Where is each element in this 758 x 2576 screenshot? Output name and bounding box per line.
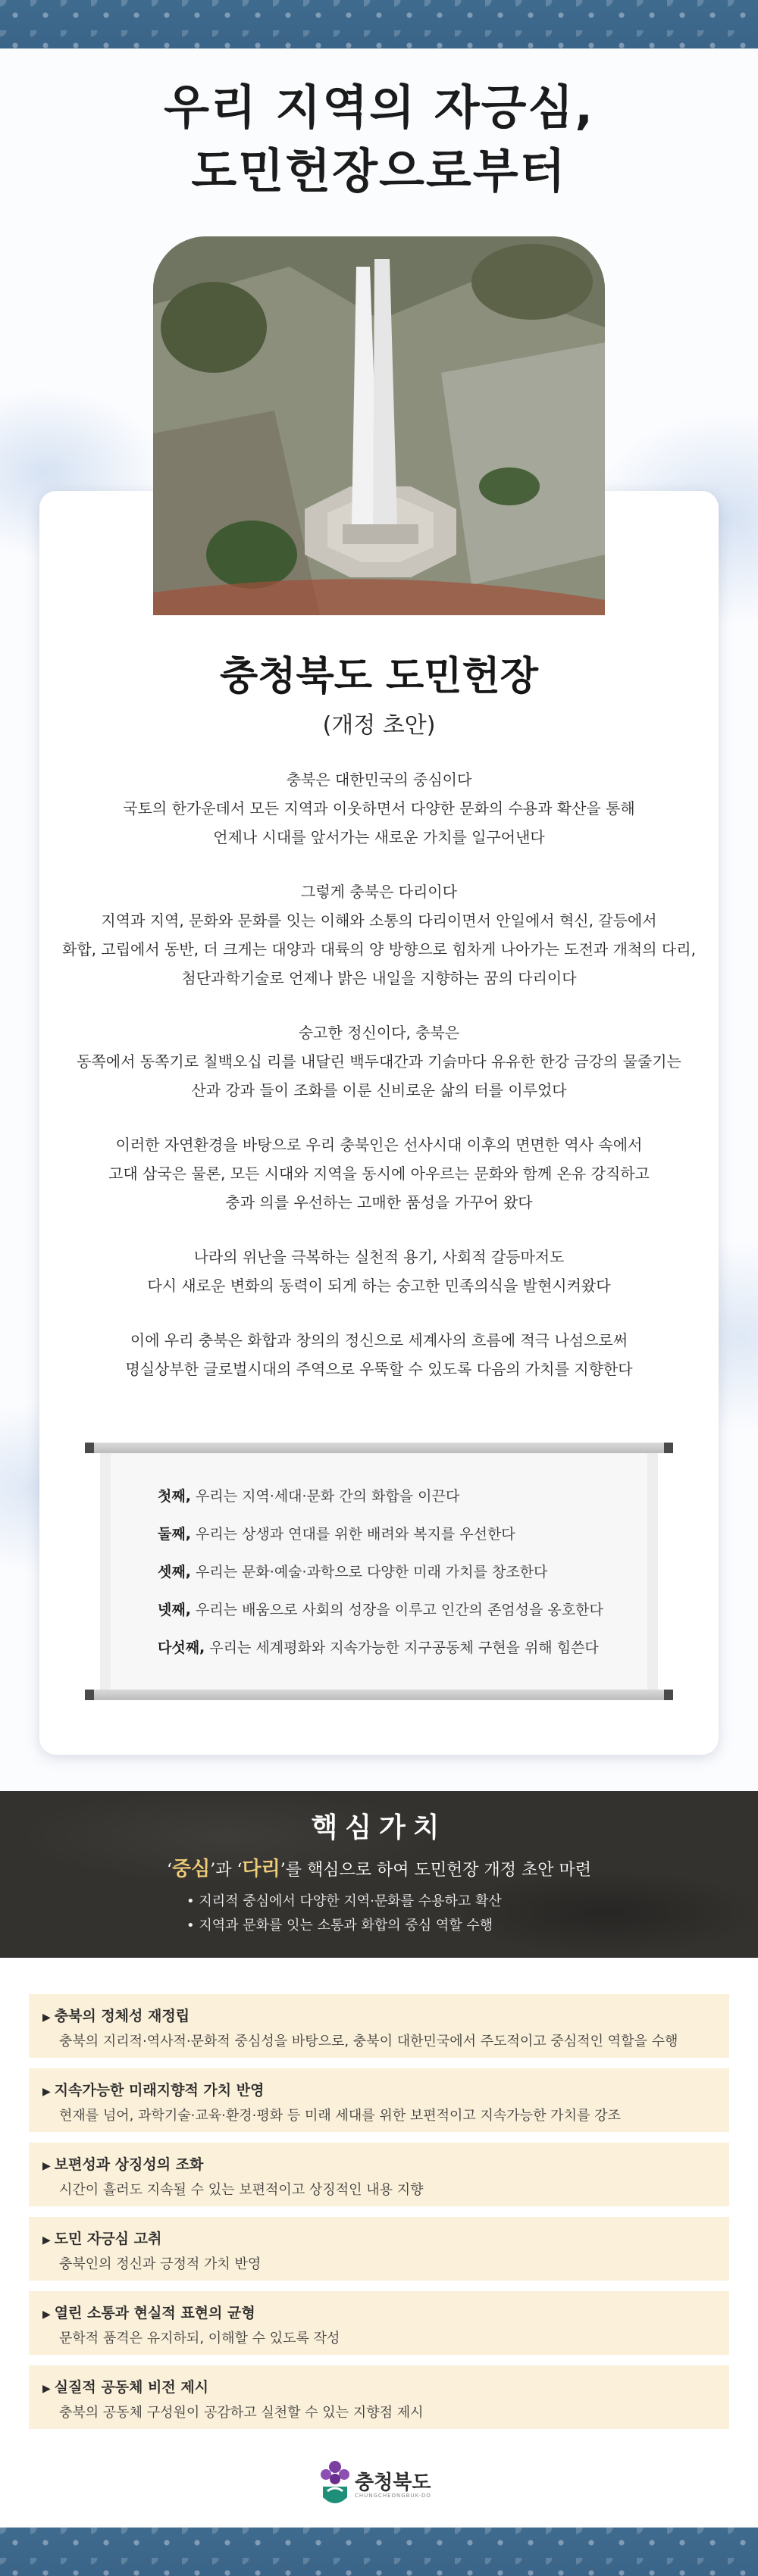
value-text: 우리는 상생과 연대를 위한 배려와 복지를 우선한다 [190, 1526, 515, 1543]
charter-subtitle: (개정 초안) [322, 712, 436, 739]
preamble-paragraph [53, 877, 705, 993]
preamble-line: 충북은 대한민국의 중심이다 [286, 771, 472, 789]
preamble-line: 동쪽에서 동쪽기로 칠백오십 리를 내달린 백두대간과 기슭마다 유유한 한강 금강의 물줄기는 [77, 1052, 681, 1071]
principle-description: 충북의 공동체 구성원이 공감하고 실천할 수 있는 지향점 제시 [59, 2405, 424, 2421]
principle-title: ▶ 도민 자긍심 고취 [42, 2227, 161, 2248]
chungbuk-emblem-icon [318, 2459, 352, 2512]
principle-title: ▶ 열린 소통과 현실적 표현의 균형 [42, 2302, 255, 2322]
preamble-line: 다시 새로운 변화의 동력이 되게 하는 숭고한 민족의식을 발현시켜왔다 [147, 1277, 611, 1295]
scroll-paper [100, 1453, 658, 1690]
charter-title: 충청북도 도민헌장 [220, 654, 538, 699]
value-ordinal: 둘째, [158, 1526, 191, 1543]
lead-connector: ’과 ‘ [210, 1861, 243, 1880]
logo-wordmark: 충청북도 [355, 2471, 431, 2494]
core-values-title: 핵심가치 [311, 1812, 447, 1843]
preamble-line: 산과 강과 들이 조화를 이룬 신비로운 삶의 터를 이루었다 [191, 1081, 567, 1099]
preamble-line: 이에 우리 충북은 화합과 창의의 정신으로 세계사의 흐름에 적극 나섬으로써 [130, 1331, 628, 1349]
bottom-pattern-band [0, 2528, 758, 2576]
value-item-3 [158, 1561, 547, 1581]
preamble-line: 고대 삼국은 물론, 모든 시대와 지역을 동시에 아우르는 문화와 함께 온유 강직하고 [108, 1165, 650, 1183]
value-ordinal: 셋째, [158, 1564, 191, 1580]
value-text: 우리는 문화·예술·과학으로 다양한 미래 가치를 창조한다 [190, 1564, 548, 1580]
preamble-line: 이러한 자연환경을 바탕으로 우리 충북인은 선사시대 이후의 면면한 역사 속에서 [115, 1136, 643, 1154]
keyword-bridge: 다리 [242, 1858, 280, 1880]
quote-open: ‘ [167, 1861, 173, 1880]
page-title-line-1: 우리 지역의 자긍심, [164, 80, 594, 135]
value-item-2 [158, 1523, 515, 1543]
principle-title: ▶ 실질적 공동체 비전 제시 [42, 2376, 208, 2396]
principle-item-3 [29, 2143, 729, 2206]
principle-title: ▶ 충북의 정체성 재정립 [42, 2005, 190, 2025]
principle-description: 충북의 지리적·역사적·문화적 중심성을 바탕으로, 충북이 대한민국에서 주도적이고 중심적인 역할을 수행 [59, 2034, 678, 2049]
logo-subtitle: CHUNGCHEONGBUK-DO [355, 2493, 431, 2499]
preamble-paragraph [53, 765, 705, 852]
preamble-line: 화합, 고립에서 동반, 더 크게는 대양과 대륙의 양 방향으로 힘차게 나아가는 도전과 개척의 다리, [62, 940, 696, 958]
preamble-paragraph [53, 1018, 705, 1105]
monument-photo-illustration [153, 236, 605, 615]
preamble-line: 명실상부한 글로벌시대의 주역으로 우뚝할 수 있도록 다음의 가치를 지향한다 [125, 1360, 633, 1378]
principle-item-6 [29, 2365, 729, 2429]
preamble-paragraph [53, 1326, 705, 1383]
value-text: 우리는 지역·세대·문화 간의 화합을 이끈다 [190, 1488, 460, 1505]
core-values-lead [0, 1853, 758, 1881]
preamble-line: 지역과 지역, 문화와 문화를 잇는 이해와 소통의 다리이면서 안일에서 혁신, 갈등에서 [101, 911, 657, 930]
principle-title: ▶ 보편성과 상징성의 조화 [42, 2153, 203, 2174]
core-values-bullet: • 지역과 문화를 잇는 소통과 화합의 중심 역할 수행 [186, 1914, 717, 1938]
value-text: 우리는 배움으로 사회의 성장을 이루고 인간의 존엄성을 옹호한다 [190, 1602, 603, 1618]
core-values-bullet: • 지리적 중심에서 다양한 지역·문화를 수용하고 확산 [186, 1890, 717, 1914]
principle-item-4 [29, 2217, 729, 2281]
page-title-line-2: 도민헌장으로부터 [191, 143, 567, 199]
core-values-banner [0, 1791, 758, 1958]
charter-preamble [53, 765, 705, 1409]
keyword-center: 중심 [172, 1858, 211, 1880]
preamble-paragraph [53, 1130, 705, 1217]
preamble-line: 첨단과학기술로 언제나 밝은 내일을 지향하는 꿈의 다리이다 [181, 969, 577, 987]
core-values-bullets [186, 1890, 717, 1938]
value-item-5 [158, 1637, 599, 1657]
principle-description: 문학적 품격은 유지하되, 이해할 수 있도록 작성 [59, 2331, 340, 2346]
preamble-line: 언제나 시대를 앞서가는 새로운 가치를 일구어낸다 [213, 828, 545, 846]
preamble-line: 충과 의를 우선하는 고매한 품성을 가꾸어 왔다 [225, 1193, 533, 1211]
chungbuk-logo [318, 2459, 447, 2512]
preamble-line: 국토의 한가운데서 모든 지역과 이웃하면서 다양한 문화의 수용과 확산을 통해 [123, 799, 635, 818]
values-scroll [89, 1443, 669, 1700]
monument-photo [153, 236, 605, 615]
scroll-rod-top [89, 1443, 669, 1453]
principle-item-2 [29, 2068, 729, 2132]
page-title [0, 76, 758, 203]
preamble-line: 나라의 위난을 극복하는 실천적 용기, 사회적 갈등마저도 [193, 1248, 565, 1266]
scroll-rod-bottom [89, 1690, 669, 1700]
preamble-line: 그렇게 충북은 다리이다 [301, 883, 457, 901]
lead-rest: ’를 핵심으로 하여 도민헌장 개정 초안 마련 [280, 1861, 591, 1880]
value-ordinal: 넷째, [158, 1602, 191, 1618]
preamble-line: 숭고한 정신이다, 충북은 [298, 1024, 460, 1042]
principle-item-1 [29, 1994, 729, 2058]
value-text: 우리는 세계평화와 지속가능한 지구공동체 구현을 위해 힘쓴다 [205, 1640, 599, 1656]
principle-description: 시간이 흘러도 지속될 수 있는 보편적이고 상징적인 내용 지향 [59, 2182, 424, 2198]
value-ordinal: 다섯째, [158, 1640, 205, 1656]
scroll-paper-inner [111, 1453, 647, 1690]
principle-title: ▶ 지속가능한 미래지향적 가치 반영 [42, 2079, 264, 2099]
principle-description: 충북인의 정신과 긍정적 가치 반영 [59, 2256, 262, 2272]
value-item-4 [158, 1599, 603, 1619]
value-ordinal: 첫째, [158, 1488, 191, 1505]
principle-description: 현재를 넘어, 과학기술·교육·환경·평화 등 미래 세대를 위한 보편적이고 지속가능한 가치를 강조 [59, 2108, 621, 2124]
preamble-paragraph [53, 1243, 705, 1300]
principle-item-5 [29, 2291, 729, 2355]
value-item-1 [158, 1485, 459, 1505]
top-pattern-band [0, 0, 758, 48]
